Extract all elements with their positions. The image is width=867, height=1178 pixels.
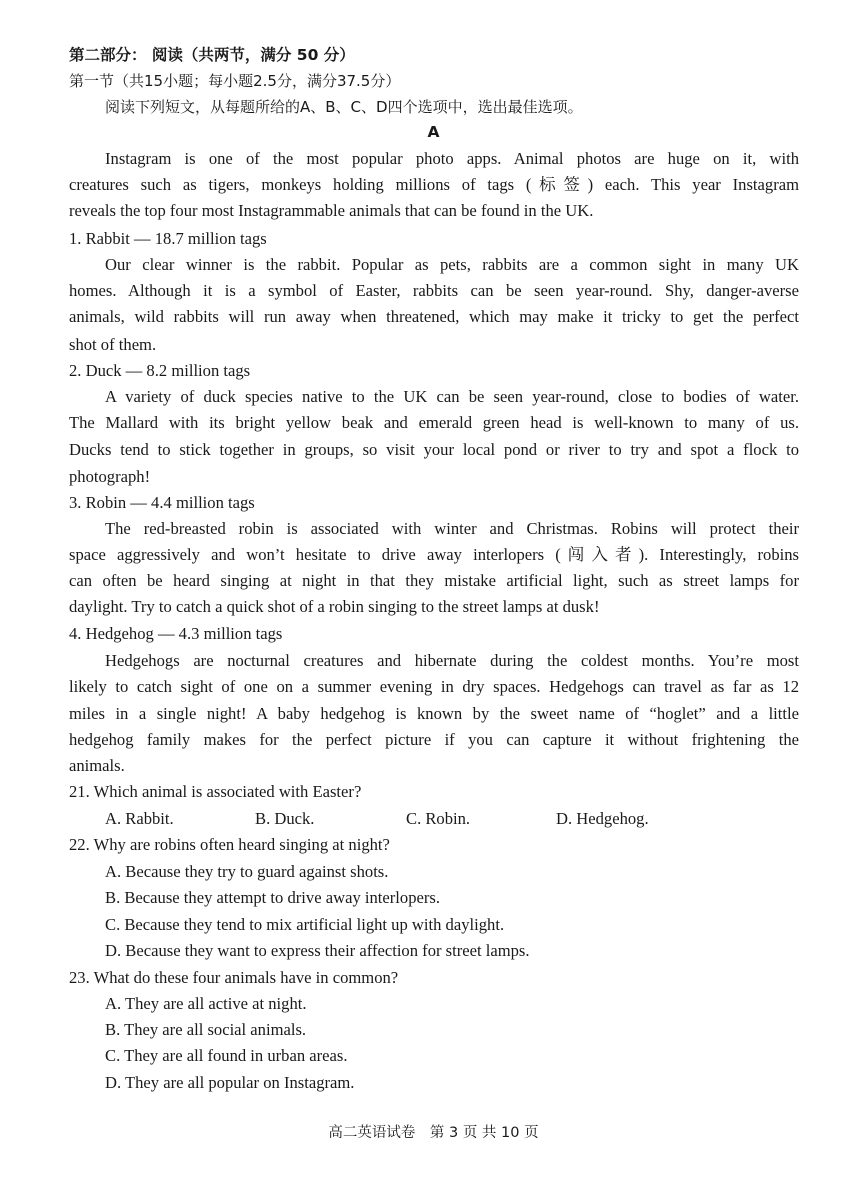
animal-heading-rabbit: 1. Rabbit — 18.7 million tags bbox=[69, 229, 267, 248]
paragraph-line: hedgehog family makes for the perfect picture if you can capture it without frightening the bbox=[69, 730, 799, 749]
paragraph-line: animals. bbox=[69, 756, 125, 775]
question-23-option-c[interactable]: C. They are all found in urban areas. bbox=[105, 1046, 348, 1065]
intro-line-2: creatures such as tigers, monkeys holding millions of tags (标签) each. This year Instagram bbox=[69, 175, 799, 194]
paragraph-line: Our clear winner is the rabbit. Popular as pets, rabbits are a common sight in many UK bbox=[105, 255, 799, 274]
passage-label: A bbox=[427, 123, 440, 141]
question-21-stem: 21. Which animal is associated with Easter? bbox=[69, 782, 362, 801]
paragraph-line: miles in a single night! A baby hedgehog is known by the sweet name of “hoglet” and a little bbox=[69, 704, 799, 723]
animal-heading-hedgehog: 4. Hedgehog — 4.3 million tags bbox=[69, 624, 283, 643]
paragraph-line: homes. Although it is a symbol of Easter, rabbits can be seen year-round. Shy, danger-averse bbox=[69, 281, 799, 300]
paragraph-line: Hedgehogs are nocturnal creatures and hibernate during the coldest months. You’re most bbox=[105, 651, 799, 670]
paragraph-line: animals, wild rabbits will run away when threatened, which may make it tricky to get the perfect bbox=[69, 307, 799, 326]
question-22-option-d[interactable]: D. Because they want to express their affection for street lamps. bbox=[105, 941, 530, 960]
paragraph-line: photograph! bbox=[69, 467, 151, 486]
paragraph-line: A variety of duck species native to the UK can be seen year-round, close to bodies of water. bbox=[105, 387, 799, 406]
question-23-stem: 23. What do these four animals have in common? bbox=[69, 968, 399, 987]
question-22-option-c[interactable]: C. Because they tend to mix artificial light up with daylight. bbox=[105, 915, 505, 934]
page-footer: 高二英语试卷 第 3 页 共 10 页 bbox=[328, 1125, 539, 1141]
animal-heading-duck: 2. Duck — 8.2 million tags bbox=[69, 361, 251, 380]
section-title: 第一节（共15小题；每小题2.5分，满分37.5分） bbox=[69, 72, 401, 90]
question-21-option-c[interactable]: C. Robin. bbox=[406, 809, 471, 828]
paragraph-line: can often be heard singing at night in that they mistake artificial light, such as street lamps for bbox=[69, 571, 799, 590]
question-21-option-b[interactable]: B. Duck. bbox=[255, 809, 315, 828]
question-21-option-a[interactable]: A. Rabbit. bbox=[105, 809, 174, 828]
paragraph-line: Ducks tend to stick together in groups, so visit your local pond or river to try and spot a flock to bbox=[69, 440, 799, 459]
paragraph-line: daylight. Try to catch a quick shot of a robin singing to the street lamps at dusk! bbox=[69, 597, 600, 616]
question-23-option-a[interactable]: A. They are all active at night. bbox=[105, 994, 307, 1013]
paragraph-line: The Mallard with its bright yellow beak and emerald green head is well-known to many of us. bbox=[69, 413, 799, 432]
question-21-option-d[interactable]: D. Hedgehog. bbox=[556, 809, 649, 828]
intro-line-1: Instagram is one of the most popular photo apps. Animal photos are huge on it, with bbox=[105, 149, 799, 168]
paragraph-line: space aggressively and won’t hesitate to drive away interlopers (闯入者). Interestingly, robins bbox=[69, 545, 799, 564]
instructions: 阅读下列短文，从每题所给的A、B、C、D四个选项中，选出最佳选项。 bbox=[105, 98, 583, 116]
animal-heading-robin: 3. Robin — 4.4 million tags bbox=[69, 493, 255, 512]
question-22-stem: 22. Why are robins often heard singing at night? bbox=[69, 835, 390, 854]
question-23-option-d[interactable]: D. They are all popular on Instagram. bbox=[105, 1073, 355, 1092]
question-22-option-a[interactable]: A. Because they try to guard against shots. bbox=[105, 862, 389, 881]
question-22-option-b[interactable]: B. Because they attempt to drive away interlopers. bbox=[105, 888, 440, 907]
paragraph-line: shot of them. bbox=[69, 335, 157, 354]
question-23-option-b[interactable]: B. They are all social animals. bbox=[105, 1020, 307, 1039]
intro-line-3: reveals the top four most Instagrammable animals that can be found in the UK. bbox=[69, 201, 594, 220]
paragraph-line: likely to catch sight of one on a summer evening in dry spaces. Hedgehogs can travel as far as 12 bbox=[69, 677, 799, 696]
part-title: 第二部分： 阅读（共两节，满分 50 分） bbox=[69, 46, 355, 64]
paragraph-line: The red-breasted robin is associated with winter and Christmas. Robins will protect their bbox=[105, 519, 799, 538]
